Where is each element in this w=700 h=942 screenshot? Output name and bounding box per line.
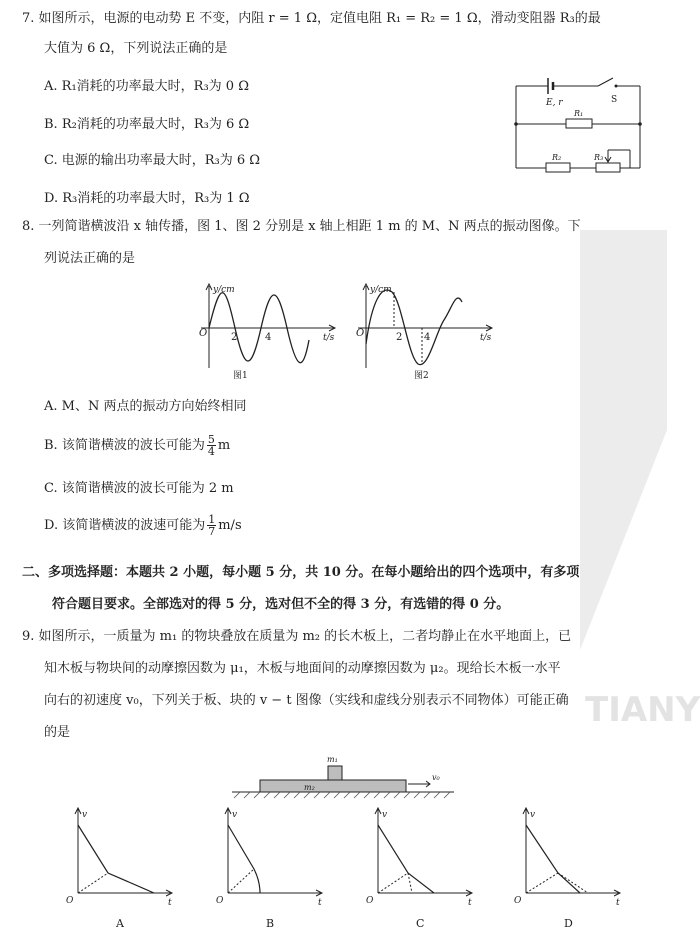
fig2-xlabel: t/s bbox=[480, 333, 492, 343]
svg-text:t: t bbox=[468, 898, 472, 908]
svg-text:O: O bbox=[66, 896, 74, 906]
q8-figure-2 bbox=[352, 280, 502, 382]
fig1-xlabel: t/s bbox=[323, 333, 335, 343]
setup-v0-label: v₀ bbox=[432, 773, 440, 782]
svg-text:v: v bbox=[232, 810, 238, 820]
svg-text:v: v bbox=[82, 810, 88, 820]
q8-option-d: D. 该简谐横波的波速可能为 $\frac{1}{7}$ m/s bbox=[44, 513, 242, 538]
circuit-switch-label: S bbox=[611, 95, 618, 105]
q7-option-c: C. 电源的输出功率最大时，R₃为 6 Ω bbox=[44, 153, 261, 168]
svg-text:O: O bbox=[366, 896, 374, 906]
setup-m1-label: m₁ bbox=[327, 755, 338, 764]
graph-c-label: C bbox=[416, 917, 425, 930]
fig1-tick-2: 2 bbox=[231, 332, 238, 343]
watermark-text: TIANY bbox=[585, 690, 700, 730]
q8-option-c: C. 该简谐横波的波长可能为 2 m bbox=[44, 481, 234, 496]
fig1-ylabel: y/cm bbox=[213, 285, 235, 295]
section2-heading-line1: 二、多项选择题：本题共 2 小题，每小题 5 分，共 10 分。在每小题给出的四个选项中，有多项 bbox=[22, 565, 580, 580]
q7-circuit-diagram bbox=[508, 72, 648, 182]
q7-stem-line2: 大值为 6 Ω，下列说法正确的是 bbox=[44, 41, 228, 56]
q7-stem-line1: 7. 如图所示，电源的电动势 E 不变，内阻 r = 1 Ω，定值电阻 R₁ = R₂ = 1 Ω，滑动变阻器 R₃的最 bbox=[22, 11, 601, 26]
svg-text:t: t bbox=[616, 898, 620, 908]
q8-option-a: A. M、N 两点的振动方向始终相同 bbox=[44, 399, 247, 414]
q9-stem-line4: 的是 bbox=[44, 725, 71, 740]
fig1-caption: 图1 bbox=[233, 371, 248, 381]
graph-d-label: D bbox=[564, 917, 573, 930]
fig1-origin: O bbox=[199, 328, 208, 339]
q9-stem-line1: 9. 如图所示，一质量为 m₁ 的物块叠放在质量为 m₂ 的长木板上，二者均静止在水平地面上，已 bbox=[22, 629, 572, 644]
svg-text:v: v bbox=[382, 810, 388, 820]
circuit-r2-label: R₂ bbox=[552, 153, 562, 162]
svg-text:v: v bbox=[530, 810, 536, 820]
q7-option-b: B. R₂消耗的功率最大时，R₃为 6 Ω bbox=[44, 117, 250, 132]
q7-option-d: D. R₃消耗的功率最大时，R₃为 1 Ω bbox=[44, 191, 250, 206]
q8-option-b: B. 该简谐横波的波长可能为 $\frac{5}{4}$ m bbox=[44, 433, 231, 458]
q8-figure-1 bbox=[195, 280, 345, 382]
fig2-tick-4: 4 bbox=[424, 332, 431, 343]
watermark-shape bbox=[540, 230, 667, 650]
graph-a-label: A bbox=[116, 917, 124, 930]
fig2-tick-2: 2 bbox=[396, 332, 403, 343]
fig1-tick-4: 4 bbox=[265, 332, 272, 343]
svg-text:O: O bbox=[216, 896, 224, 906]
q9-graph-c bbox=[360, 805, 480, 933]
circuit-source-label: E, r bbox=[546, 98, 563, 108]
section2-heading-line2: 符合题目要求。全部选对的得 5 分，选对但不全的得 3 分，有选错的得 0 分。 bbox=[52, 597, 510, 612]
q9-graph-d bbox=[508, 805, 628, 933]
svg-text:t: t bbox=[318, 898, 322, 908]
circuit-r3-label: R₃ bbox=[594, 153, 604, 162]
circuit-r1-label: R₁ bbox=[574, 109, 584, 118]
q8-stem-line1: 8. 一列简谐横波沿 x 轴传播，图 1、图 2 分别是 x 轴上相距 1 m 的 M、N 两点的振动图像。下 bbox=[22, 219, 581, 234]
q8-stem-line2: 列说法正确的是 bbox=[44, 251, 136, 266]
svg-text:O: O bbox=[514, 896, 522, 906]
q9-graph-a bbox=[60, 805, 180, 933]
fig2-ylabel: y/cm bbox=[370, 285, 392, 295]
q9-graph-b bbox=[210, 805, 330, 933]
fig2-caption: 图2 bbox=[414, 371, 429, 381]
q9-stem-line2: 知木板与物块间的动摩擦因数为 μ₁，木板与地面间的动摩擦因数为 μ₂。现给长木板一水平 bbox=[44, 661, 561, 676]
q9-setup-diagram bbox=[222, 752, 462, 802]
fig2-origin: O bbox=[356, 328, 365, 339]
q9-stem-line3: 向右的初速度 v₀，下列关于板、块的 v − t 图像（实线和虚线分别表示不同物体）可能正确 bbox=[44, 693, 569, 708]
setup-m2-label: m₂ bbox=[304, 783, 315, 792]
graph-b-label: B bbox=[266, 917, 275, 930]
svg-text:t: t bbox=[168, 898, 172, 908]
q7-option-a: A. R₁消耗的功率最大时，R₃为 0 Ω bbox=[44, 79, 249, 94]
